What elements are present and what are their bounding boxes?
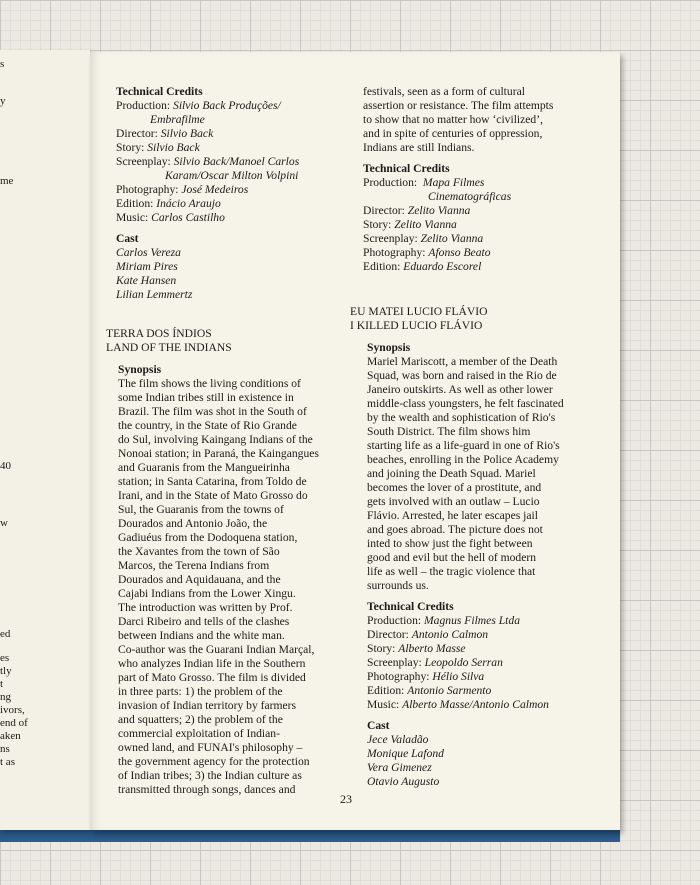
text-line: Karam/Oscar Milton Volpini xyxy=(165,169,299,182)
text-line: Photography: Hélio Silva xyxy=(367,670,485,683)
text-line: Squad, was born and raised in the Rio de xyxy=(367,369,557,382)
text-line: Lilian Lemmertz xyxy=(116,288,193,301)
text-line: and in spite of centuries of oppression, xyxy=(363,127,543,140)
prev-page-fragment: t xyxy=(0,678,4,690)
text-line: EU MATEI LUCIO FLÁVIO xyxy=(350,305,488,318)
text-line: Production: Silvio Back Produções/ xyxy=(116,99,281,112)
text-line: between Indians and the white man. xyxy=(118,629,285,642)
text-line: Technical Credits xyxy=(367,600,454,613)
text-line: Cajabi Indians from the Lower Xingu. xyxy=(118,587,296,600)
text-line: Director: Antonio Calmon xyxy=(367,628,489,641)
text-line: inted to show just the fight between xyxy=(367,537,533,550)
text-line: the Xavantes from the town of São xyxy=(118,545,280,558)
text-line: Nonoai station; in Paraná, the Kaingangues xyxy=(118,447,319,460)
text-line: becomes the lover of a prostitute, and xyxy=(367,481,542,494)
text-line: Story: Silvio Back xyxy=(116,141,200,154)
text-line: Dourados and Antonio João, the xyxy=(118,517,268,530)
text-line: to show that no matter how ‘civilized’, xyxy=(363,113,543,126)
text-line: Edition: Antonio Sarmento xyxy=(367,684,492,697)
text-line: Music: Alberto Masse/Antonio Calmon xyxy=(367,698,549,711)
prev-page-fragment: es xyxy=(0,652,10,664)
text-line: Photography: José Medeiros xyxy=(116,183,249,196)
text-line: Director: Silvio Back xyxy=(116,127,214,140)
text-line: and goes abroad. The picture does not xyxy=(367,523,543,536)
text-line: Gadiuéus from the Dodoquena station, xyxy=(118,531,298,544)
text-line: transmitted through songs, dances and xyxy=(118,783,296,796)
text-line: South District. The film shows him xyxy=(367,425,531,438)
text-line: commercial exploitation of Indian- xyxy=(118,727,280,740)
text-line: Co-author was the Guarani Indian Marçal, xyxy=(118,643,315,656)
text-line: assertion or resistance. The film attempts xyxy=(363,99,554,112)
text-line: the country, in the State of Rio Grande xyxy=(118,419,297,432)
prev-page-fragment: t as xyxy=(0,756,15,768)
text-line: Production: Mapa Filmes xyxy=(363,176,485,189)
text-line: Dourados and Aquidauana, and the xyxy=(118,573,281,586)
text-line: Screenplay: Silvio Back/Manoel Carlos xyxy=(116,155,300,168)
text-line: Janeiro outskirts. As well as other lower xyxy=(367,383,553,396)
text-line: Indians are still Indians. xyxy=(363,141,475,154)
text-line: in three parts: 1) the problem of the xyxy=(118,685,283,698)
prev-page-fragment: ed xyxy=(0,628,11,640)
text-line: Production: Magnus Filmes Ltda xyxy=(367,614,520,627)
text-line: I KILLED LUCIO FLÁVIO xyxy=(350,319,483,332)
text-line: Irani, and in the State of Mato Grosso do xyxy=(118,489,308,502)
text-line: LAND OF THE INDIANS xyxy=(106,341,232,354)
text-line: Photography: Afonso Beato xyxy=(363,246,491,259)
text-line: Screenplay: Zelito Vianna xyxy=(363,232,484,245)
text-line: Screenplay: Leopoldo Serran xyxy=(367,656,503,669)
text-line: middle-class youngsters, he felt fascinated xyxy=(367,397,564,410)
text-line: Otavio Augusto xyxy=(367,775,440,788)
text-line: Mariel Mariscott, a member of the Death xyxy=(367,355,558,368)
text-line: owned land, and FUNAI's philosophy – xyxy=(118,741,303,754)
text-line: Jece Valadão xyxy=(367,733,429,746)
text-line: Flávio. Arrested, he later escapes jail xyxy=(367,509,538,522)
text-line: the government agency for the protection xyxy=(118,755,310,768)
text-line: TERRA DOS ÍNDIOS xyxy=(106,327,212,340)
text-line: who analyzes Indian life in the Southern xyxy=(118,657,306,670)
text-line: surrounds us. xyxy=(367,579,429,592)
prev-page-fragment: y xyxy=(0,95,6,107)
prev-page-fragment: me xyxy=(0,175,14,187)
text-line: Carlos Vereza xyxy=(116,246,181,259)
prev-page-fragment: end of xyxy=(0,717,28,729)
text-line: Story: Zelito Vianna xyxy=(363,218,457,231)
text-line: Brazil. The film was shot in the South of xyxy=(118,405,307,418)
previous-page-edge xyxy=(0,50,90,830)
text-line: Technical Credits xyxy=(116,85,203,98)
text-line: and Guaranis from the Mangueirinha xyxy=(118,461,290,474)
text-line: Darci Ribeiro and tells of the clashes xyxy=(118,615,290,628)
prev-page-fragment: s xyxy=(0,58,5,70)
text-line: Edition: Inácio Araujo xyxy=(116,197,221,210)
page-number: 23 xyxy=(340,792,352,806)
text-line: life as well – the tragic violence that xyxy=(367,565,536,578)
prev-page-fragment: ivors, xyxy=(0,704,25,716)
text-line: some Indian tribes still in existence in xyxy=(118,391,294,404)
text-line: by the wealth and sophistication of Rio's xyxy=(367,411,556,424)
text-line: Monique Lafond xyxy=(367,747,444,760)
text-line: gets involved with an outlaw – Lucio xyxy=(367,495,540,508)
prev-page-fragment: ng xyxy=(0,691,11,703)
text-line: Cast xyxy=(367,719,390,732)
text-line: Music: Carlos Castilho xyxy=(116,211,225,224)
catalog-page xyxy=(90,52,620,830)
text-line: Cinematográficas xyxy=(428,190,512,203)
text-line: The introduction was written by Prof. xyxy=(118,601,293,614)
text-line: of Indian tribes; 3) the Indian culture as xyxy=(118,769,302,782)
text-line: Sul, the Guaranis from the towns of xyxy=(118,503,284,516)
text-line: Story: Alberto Masse xyxy=(367,642,466,655)
text-line: good and evil but the hell of modern xyxy=(367,551,537,564)
text-line: Cast xyxy=(116,232,139,245)
prev-page-fragment: 40 xyxy=(0,460,11,472)
text-line: Embrafilme xyxy=(150,113,205,126)
text-line: Synopsis xyxy=(367,341,411,354)
prev-page-fragment: w xyxy=(0,517,8,529)
text-line: Technical Credits xyxy=(363,162,450,175)
prev-page-fragment: aken xyxy=(0,730,21,742)
text-line: Vera Gimenez xyxy=(367,761,432,774)
text-line: and joining the Death Squad. Mariel xyxy=(367,467,536,480)
text-line: Director: Zelito Vianna xyxy=(363,204,471,217)
text-line: beaches, enrolling in the Police Academy xyxy=(367,453,559,466)
text-line: Miriam Pires xyxy=(116,260,178,273)
text-line: Marcos, the Terena Indians from xyxy=(118,559,270,572)
text-line: festivals, seen as a form of cultural xyxy=(363,85,525,98)
text-line: starting life as a life-guard in one of Rio's xyxy=(367,439,560,452)
text-line: invasion of Indian territory by farmers xyxy=(118,699,297,712)
text-line: station; in Santa Catarina, from Toldo de xyxy=(118,475,307,488)
text-line: part of Mato Grosso. The film is divided xyxy=(118,671,306,684)
text-line: Kate Hansen xyxy=(116,274,177,287)
text-line: The film shows the living conditions of xyxy=(118,377,301,390)
prev-page-fragment: tly xyxy=(0,665,12,677)
text-line: and squatters; 2) the problem of the xyxy=(118,713,283,726)
text-line: Synopsis xyxy=(118,363,162,376)
text-line: do Sul, involving Kaingang Indians of the xyxy=(118,433,313,446)
prev-page-fragment: ns xyxy=(0,743,10,755)
text-line: Edition: Eduardo Escorel xyxy=(363,260,482,273)
